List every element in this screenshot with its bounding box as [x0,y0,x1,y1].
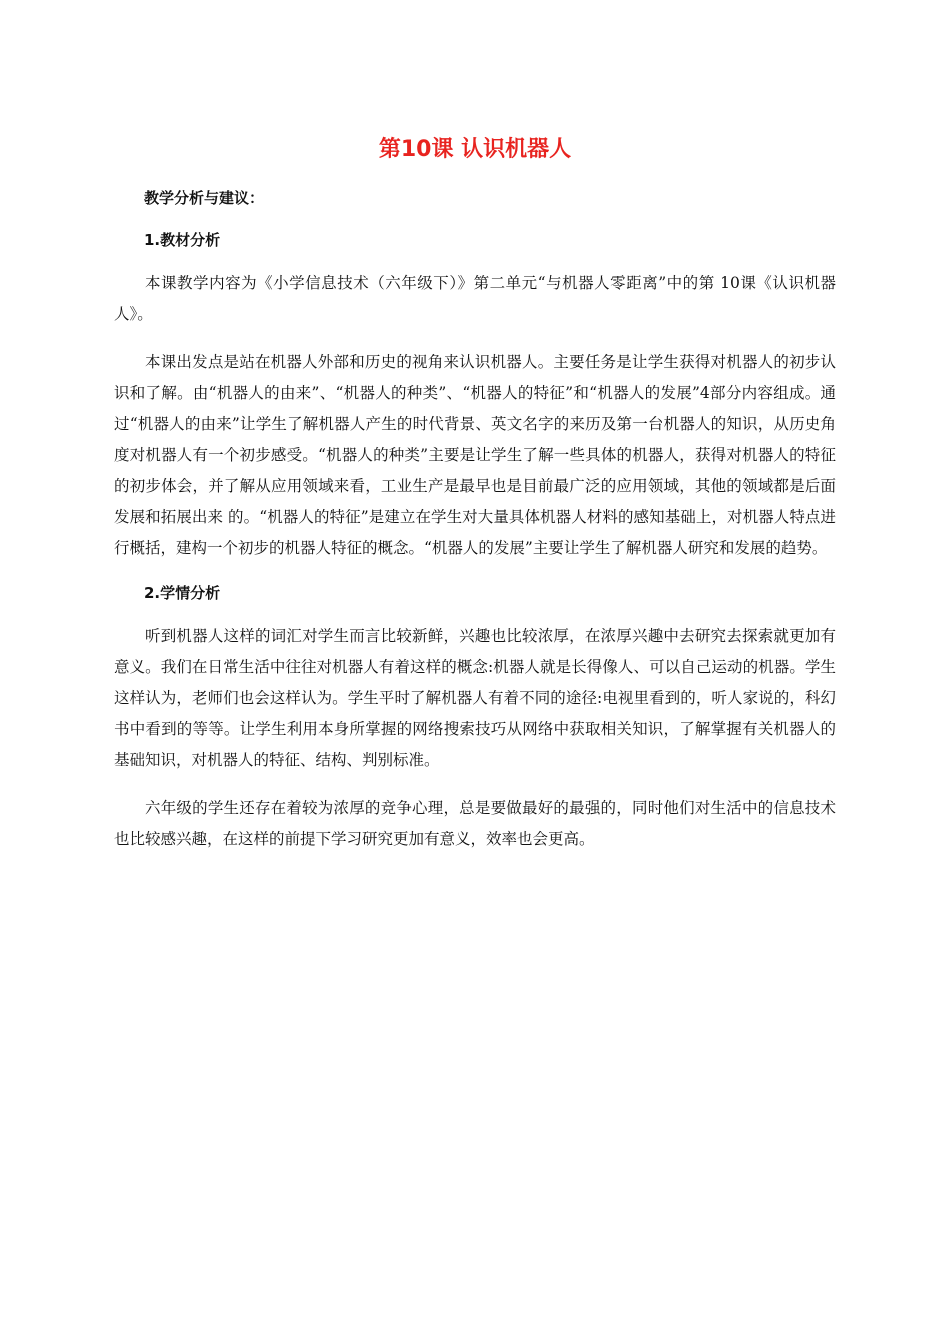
section-heading-material-analysis: 1.教材分析 [144,231,221,249]
subtitle-teaching-analysis: 教学分析与建议： [144,189,265,207]
paragraph-student-competition: 六年级的学生还存在着较为浓厚的竞争心理，总是要做最好的最强的，同时他们对生活中的信息技术也比较感兴趣，在这样的前提下学习研究更加有意义，效率也会更高。 [114,799,836,848]
document-body [114,184,836,855]
paragraph-student-interest: 听到机器人这样的词汇对学生而言比较新鲜，兴趣也比较浓厚，在浓厚兴趣中去研究去探索就更加有意义。我们在日常生活中往往对机器人有着这样的概念:机器人就是长得像人、可以自己运动的机器。学生这样认为，老师们也会这样认为。学生平时了解机器人有着不同的途径:电视里看到的，听人家说的，科幻书中看到的等等。让学生利用本身所掌握的网络搜索技巧从网络中获取相关知识，了解掌握有关机器人的基础知识，对机器人的特征、结构、判别标准。 [114,627,836,769]
paragraph-material-detail: 本课出发点是站在机器人外部和历史的视角来认识机器人。主要任务是让学生获得对机器人的初步认识和了解。由“机器人的由来”、“机器人的种类”、“机器人的特征”和“机器人的发展”4部分内容组成。通过“机器人的由来”让学生了解机器人产生的时代背景、英文名字的来历及第一台机器人的知识，从历史角度对机器人有一个初步感受。“机器人的种类”主要是让学生了解一些具体的机器人，获得对机器人的特征的初步体会，并了解从应用领域来看，工业生产是最早也是目前最广泛的应用领域，其他的领域都是后面发展和拓展出来 的。“机器人的特征”是建立在学生对大量具体机器人材料的感知基础上，对机器人特点进行概括，建构一个初步的机器人特征的概念。“机器人的发展”主要让学生了解机器人研究和发展的趋势。 [114,353,836,557]
page-title: 第10课 认识机器人 [378,137,572,162]
paragraph-material-intro: 本课教学内容为《小学信息技术（六年级下）》第二单元“与机器人零距离”中的第 10课《认识机器人》。 [114,274,836,323]
section-heading-student-analysis: 2.学情分析 [144,584,221,602]
